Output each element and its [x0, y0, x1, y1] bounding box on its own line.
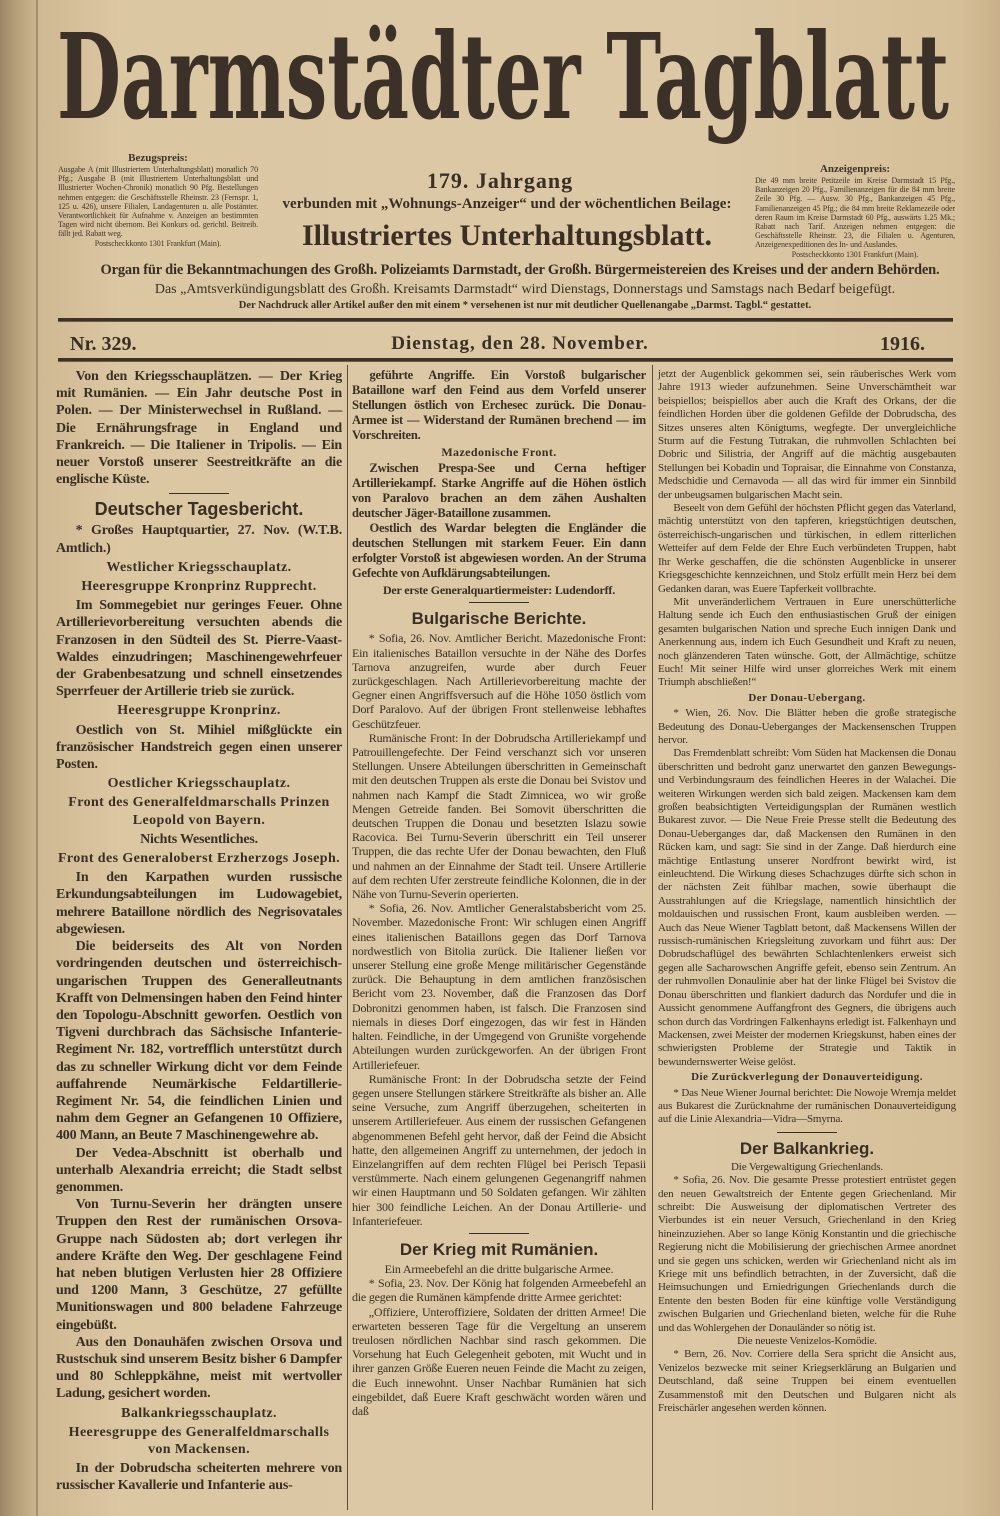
section-subheading: Die Vergewaltigung Griechenlands. [731, 1160, 883, 1173]
subscription-account: Postscheckkonto 1301 Frankfurt (Main). [94, 238, 222, 248]
section-subheading: Heeresgruppe des Generalfeldmarschalls von Mackensen. [68, 1424, 330, 1457]
section-subheading: Westlicher Kriegsschauplatz. [106, 559, 292, 575]
article-paragraph: Die beiderseits des Alt von Norden vordringenden deutschen und österreichisch-ungarischen Truppen des Generalleutnants Krafft von Delmensingen haben den Feind hinter den Topologu-Abschnitt geworfen. Oestlich von Tigveni durchbrach das Sächsische Infanterie-Regiment Nr. 182, vortrefflich unterstützt durch das zu schneller Wirkung dicht vor dem Feinde auffahrende Neumärkische Feldartillerie-Regiment Nr. 54, die feindlichen Linien und nahm dem Gegner an Gefangenen 10 Offiziere, 400 Mann, an Beute 7 Maschinengewehre ab. [56, 939, 342, 1144]
article-separator [169, 493, 229, 494]
article-paragraph: In den Karpathen wurden russische Erkundungsabteilungen im Ludowagebiet, mehrere Bataillone nördlich des Negrisovatales abgewiesen. [56, 870, 342, 937]
section-subheading: Der Donau-Uebergang. [748, 691, 866, 704]
article-paragraph: * Sofia, 26. Nov. Amtlicher Generalstabsbericht vom 25. November. Mazedonische Front: Wir schlugen einen Angriff eines italienischen Bataillons gegen das Dorf Tarnova nordwestlich von Bitolia zurück. Die Italiener ließen vor unserer Stellung eine große Menge militärischer Gegenstände zurück. Die Behauptung in dem amtlichen französischen Bericht vom 23. November, daß die Franzosen das Dorf Dobronitzi genommen haben, ist falsch. Die Franzosen sind niemals in dieses Dorf eingezogen, das wir fest in Händen halten. Feindliche, in der Umgegend von Grunište vorgehende Abteilungen wurden zurückgeworfen. An der übrigen Front Artilleriefeuer. [352, 901, 646, 1072]
reprint-notice: Der Nachdruck aller Artikel außer den mit einem * versehenen ist nur mit deutlicher Quellenangabe „Darmst. Tagbl.“ gestattet. [238, 300, 812, 311]
article-paragraph: * Großes Hauptquartier, 27. Nov. (W.T.B. Amtlich.) [56, 523, 342, 556]
masthead-title [55, 10, 955, 150]
article-paragraph: * Sofia, 26. Nov. Die gesamte Presse protestiert entrüstet gegen den neuen Gewaltstreich der Entente gegen Griechenland. Mir schreibt: Die Ausweisung der diplomatischen Vertreter des Vierbundes ist ein neuer Versuch, Griechenland in den Krieg hineinzuziehen. Aber so lange König Konstantin und die griechische Regierung nicht die Mobilisierung der griechischen Armee anordnet und sie gegen uns schicken, werden wir Griechenland nicht als im Kriege mit uns befindlich betrachten, in der Zuversicht, daß die Heimsuchungen und Erniedrigungen Griechenlands durch die Entente den besten Boden für eine künftige volle Verständigung zwischen Bulgarien und Griechenland bieten, welche für die Ruhe und das Wohlergehen der Donauländer so nötig ist. [658, 1174, 956, 1334]
ad-price-text: Die 49 mm breite Petitzeile im Kreise Darmstadt 15 Pfg., Bankanzeigen 20 Pfg., Familienanzeigen für die 84 mm breite Zeile 30 Pfg. — Ausw. 30 Pfg., Bankanzeigen 45 Pfg., Familienanzeigen 45 Pfg.; die 84 mm breite Reklamezeile oder deren Raum im Kreise Darmstadt 60 Pfg., auswärts 1.25 Mk.; Rabatt nach Tarif. Anzeigen nehmen entgegen: die Geschäftsstelle Rheinstr. 23, die Filialen u. Agenturen, Anzeigenexpeditionen des In- und Auslandes. [755, 176, 955, 250]
organ-line: Organ für die Bekanntmachungen des Großh. Polizeiamts Darmstadt, der Großh. Bürgermeistereien des Kreises und der andern Behörden. [100, 262, 940, 278]
official-gazette-line: Das „Amtsverkündigungsblatt des Großh. Kreisamts Darmstadt“ wird Dienstags, Donnerstags und Samstags nach Bedarf beigefügt. [154, 282, 896, 297]
subscription-price-heading: Bezugspreis: [128, 152, 188, 164]
column-3 [658, 368, 956, 1415]
section-subheading: Nichts Wesentliches. [140, 831, 258, 847]
article-paragraph: Oestlich des Wardar belegten die Engländer die deutschen Stellungen mit starkem Feuer. Ein dann erfolgter Vorstoß ist abgewiesen worden. An der Struma Gefechte von Aufklärungsabteilungen. [352, 521, 646, 581]
subscription-price-box [58, 152, 258, 248]
header-rule-top [58, 318, 953, 322]
article-paragraph: Im Sommegebiet nur geringes Feuer. Ohne Artillerievorbereitung versuchten abends die Franzosen in den Südteil des St. Pierre-Vaast-Waldes einzudringen; Maschinengewehrfeuer der Grabenbesatzung und schnell einsetzendes Sperrfeuer der Artillerie trieb sie zurück. [56, 598, 342, 700]
supplement-line: verbunden mit „Wohnungs-Anzeiger“ und der wöchentlichen Beilage: [282, 196, 732, 212]
section-subheading: Front des Generaloberst Erzherzogs Joseph. [57, 851, 341, 867]
ad-price-heading: Anzeigenpreis: [819, 163, 891, 175]
article-separator [777, 1132, 837, 1133]
article-separator [469, 602, 529, 603]
article-headline: Deutscher Tagesbericht. [94, 499, 304, 520]
section-subheading: Mazedonische Front. [441, 445, 557, 459]
subscription-price-text: Ausgabe A (mit Illustriertem Unterhaltungsblatt) monatlich 70 Pfg.; Ausgabe B (mit Illustriertem Unterhaltungsblatt und Illustrierter Wochen-Chronik) monatlich 90 Pfg. Bestellungen nehmen entgegen: die Geschäftsstelle Rheinstr. 23 (Fernspr. 1, 125 u. 426), unsere Filialen, Landagenturen u. alle Postämter. Verantwortlichkeit für Aufnahme v. Anzeigen an bestimmten Tagen wird nicht übernom. Bei Konkurs od. gerichtl. Beitreib. fällt jed. Rabatt weg. [58, 165, 258, 239]
article-paragraph: Der Vedea-Abschnitt ist oberhalb und unterhalb Alexandria erreicht; die Stadt selbst genommen. [56, 1145, 342, 1195]
signature: Der erste Generalquartiermeister: Ludendorff. [382, 583, 616, 598]
article-headline: Der Balkankrieg. [739, 1138, 875, 1158]
issue-date: Dienstag, den 28. November. [391, 333, 649, 354]
column-2 [352, 368, 646, 1418]
section-subheading: Heeresgruppe Kronprinz. [117, 703, 281, 719]
section-subheading: Die neueste Venizelos-Komödie. [737, 1335, 877, 1348]
issue-year: 1916. [880, 333, 925, 355]
section-subheading: Ein Armeebefehl an die dritte bulgarische Armee. [384, 1261, 614, 1276]
ad-account: Postscheckkonto 1301 Frankfurt (Main). [791, 249, 919, 259]
article-paragraph: Das Fremdenblatt schreibt: Vom Süden hat Mackensen die Donau überschritten und bedroht ganz unerwartet den ganzen Bewegungs- und Verbindungsraum des feindlichen Heeres in der Walachei. Die weiteren Wirkungen werden sich bald zeigen. Mackensen kam dem großen beabsichtigten Verteidigungsplan der Rumänen westlich Bukarest zuvor. — Die Neue Freie Presse stellt die Bedeutung des Donau-Ueberganges dar, daß Mackensen den Rumänen in den Rücken kam, und sagt: Sie sind in der Zange. Daß hierdurch eine mächtige Entlastung unserer Nordfront bewirkt wird, ist einleuchtend. Die Wirkung dieses Schachzuges dürfte sich schon in der nächsten Zeit fühlbar machen, sowie überhaupt die Ausstrahlungen auf die Kriegslage, namentlich hinsichtlich der moldauischen und russischen Front, kaum ausbleiben werden. — Auch das Neue Wiener Tagblatt betont, daß Mackensens Willen der russisch-rumänischen Kriegsleitung zuvorkam und führt aus: Der Dobrudschaflügel des bewährten Schlachtenlenkers erweist sich gegen alle Sacharowschen Angriffe gefeit, ebenso sein Zentrum. An der ruhmvollen Donaulinie aber hat der linke Flügel bei Svistov die Donau überschritten und flankiert dadurch das Nordufer und die in Aussicht genommene Auffangfront des Gegners, die übrigens auch schon durch das Vordringen Falkenhayns erledigt ist. Falkenhayn und Mackensen, zwei Meister der modernen Kriegskunst, haben eines der schwierigsten Probleme der Strategie und Taktik in bewundernswerter Weise gelöst. [658, 747, 956, 1068]
article-paragraph: * Wien, 26. Nov. Die Blätter heben die große strategische Bedeutung des Donau-Ueberganges der Mackensenschen Truppen hervor. [658, 707, 956, 746]
article-paragraph: * Sofia, 23. Nov. Der König hat folgenden Armeebefehl an die gegen die Rumänen kämpfende dritte Armee gerichtet: [352, 1276, 646, 1305]
article-paragraph: * Sofia, 26. Nov. Amtlicher Bericht. Mazedonische Front: Ein italienisches Bataillon versuchte in der Nähe des Dorfes Tarnova anzugreifen, wurde aber durch Feuer zurückgeschlagen. Nach Artillerievorbereitung machte der Gegner einen Angriffsversuch auf die Höhe 1050 östlich vom Dorf Paralovo. Auf der übrigen Front stellenweise lebhaftes Geschützfeuer. [352, 631, 646, 731]
article-paragraph: jetzt der Augenblick gekommen sei, sein räuberisches Werk vom Jahre 1913 wieder aufzunehmen. Seine Unverschämtheit war beispiellos; beispiellos aber auch die Kraft des Orkans, der die feindlichen Horden über die goldenen Gefilde der Dobrudscha, des Sitzes unseres alten Königtums, wegfegte. Der unvergleichliche Sturm auf die Festung Tutrakan, die ruhmvollen Schlachten bei Dobric und Silistria, der Angriff auf die mächtig ausgebauten Stellungen bei Kobadin und Topraisar, die Einnahme von Constanza, Medschidie und Cernavoda — all das wird für immer ein Sinnbild der unbeugsamen bulgarischen Macht sein. [658, 368, 956, 501]
column-1 [56, 368, 342, 1495]
masthead-title-text: Darmstädter Tagblatt [57, 10, 949, 146]
page-binding-edge [36, 0, 38, 1516]
volume-number: 179. Jahrgang [426, 168, 574, 193]
article-paragraph: Von den Kriegsschauplätzen. — Der Krieg mit Rumänien. — Ein Jahr deutsche Post in Polen. — Der Ministerwechsel in Rußland. — Die Ernährungsfrage in England und Frankreich. — Die Italiener in Tripolis. — Ein neuer Vorstoß unserer Seestreitkräfte an die englische Küste. [56, 369, 342, 488]
issue-number: Nr. 329. [70, 333, 137, 355]
ad-price-box [755, 163, 955, 259]
column-divider [347, 365, 348, 1510]
section-subheading: Front des Generalfeldmarschalls Prinzen Leopold von Bayern. [68, 795, 330, 828]
article-headline: Bulgarische Berichte. [411, 609, 587, 629]
article-paragraph: Aus den Donauhäfen zwischen Orsova und Rustschuk sind unserem Besitz bisher 6 Dampfer und 80 Schleppkähne, meist mit wertvoller Ladung, gesichert worden. [56, 1334, 342, 1402]
section-subheading: Balkankriegsschauplatz. [121, 1405, 277, 1421]
column-divider [652, 365, 653, 1510]
article-paragraph: Rumänische Front: In der Dobrudscha setzte der Feind gegen unsere Stellungen stärkere Streitkräfte als bisher an. Alle seine Versuche, zum Angriff überzugehen, scheiterten in unserem Artilleriefeuer. Aus einem der russischen Gefangenen abgenommenen Befehl geht hervor, daß der Feind die Absicht hatte, den allgemeinen Angriff zu unternehmen, der jedoch in Einzelangriffen auf dem rechten Flügel bei Perisch Tepasii verstümmerte. Nach einem gelungenen Gegenangriff nahmen wir einen Hauptmann und 50 Soldaten gefangen. Wir zählten hier 300 feindliche Leichen. An der Donau Artillerie- und Infanteriefeuer. [352, 1071, 646, 1228]
article-paragraph: Beseelt von dem Gefühl der höchsten Pflicht gegen das Vaterland, mächtig unterstützt von den tapferen, kriegstüchtigen deutschen, österreichisch-ungarischen und türkischen, in edlem ritterlichen Wetteifer auf dem Felde der Ehre Euch verbündeten Truppen, habt Ihr Werke geschaffen, die die schönsten Augenblicke in unserer Kriegsgeschichte kennzeichnen, und Stolz erfüllt mein Herz bei dem Gedanken daran, was Euere Tapferkeit vollbrachte. [658, 502, 956, 595]
header-rule-bottom [58, 358, 953, 362]
article-paragraph: * Bern, 26. Nov. Corriere della Sera spricht die Ansicht aus, Venizelos bezwecke mit seiner Kriegserklärung an Bulgarien und Deutschland, daß seine Truppen bei einem eventuellen Zusammenstoß mit den Deutschen und Bulgaren nicht als Freischärler angesehen werden können. [658, 1348, 956, 1415]
article-paragraph: In der Dobrudscha scheiterten mehrere von russischer Kavallerie und Infanterie aus- [56, 1461, 342, 1494]
article-paragraph: * Das Neue Wiener Journal berichtet: Die Nowoje Wremja meldet aus Bukarest die Zurücknahme der rumänischen Donauverteidigung auf die Linie Alexandria—Vidra—Smyrna. [658, 1086, 956, 1126]
section-subheading: Die Zurückverlegung der Donauverteidigung. [691, 1071, 923, 1084]
article-paragraph: Zwischen Prespa-See und Cerna heftiger Artilleriekampf. Starke Angriffe auf die Höhen östlich von Paralovo brachen an dem zähen Aushalten deutscher Jäger-Bataillone zusammen. [352, 461, 646, 521]
article-separator [469, 1233, 529, 1234]
article-paragraph: Oestlich von St. Mihiel mißglückte ein französischer Handstreich gegen einen unserer Posten. [56, 722, 342, 773]
section-subheading: Oestlicher Kriegsschauplatz. [107, 776, 291, 792]
article-paragraph: geführte Angriffe. Ein Vorstoß bulgarischer Bataillone warf den Feind aus dem Vorfeld unserer Stellungen östlich von Erchesec zurück. Die Donau-Armee ist — Widerstand der Rumänen brechend — im Vorschreiten. [352, 368, 646, 442]
article-headline: Der Krieg mit Rumänien. [399, 1239, 599, 1259]
supplement-title: Illustriertes Unterhaltungsblatt. [302, 219, 712, 252]
section-subheading: Heeresgruppe Kronprinz Rupprecht. [81, 579, 317, 595]
article-paragraph: „Offiziere, Unteroffiziere, Soldaten der dritten Armee! Die erwarteten besseren Tage für die Vergeltung an unserem treulosen nördlichen Nachbar sind rasch gekommen. Die Vorsehung hat Euch Gelegenheit geboten, mit Wucht und in ihrer ganzen Größe Eueren neuen Feinde die Macht zu zeigen, die Euch innewohnt. Unser Nachbar Rumänien hat sich eingebildet, daß Euere Kraft geschwächt worden wären und daß [352, 1304, 646, 1418]
article-paragraph: Rumänische Front: In der Dobrudscha Artilleriekampf und Patrouillengefechte. Der Feind verschanzt sich vor unseren Stellungen. Unsere Abteilungen überschritten in Gemeinschaft mit den deutschen Truppen als erste die Donau bei Svistov und nahmen nach Kampf die Stadt Zimnicea, wo wir große Mengen Getreide fanden. Bei Somovit überschritten die deutschen Truppen die Donau und besetzten Islazu sowie Racovica. Bei Turnu-Severin überschritt ein Teil unserer Truppen, die das rechte Ufer der Donau bewachten, den Fluß und nahmen an der Einnahme der Stadt teil. Unsere Artillerie auf dem rechten Ufer zerstreute feindliche Kolonnen, die in der Nähe von Turnu-Severin operierten. [352, 730, 646, 902]
article-paragraph: Von Turnu-Severin her drängten unsere Truppen den Rest der rumänischen Orsova-Gruppe nach Südosten ab; dort verlegen ihr andere Kräfte den Weg. Der geschlagene Feind hat neben blutigen Verlusten hier 28 Offiziere und 1200 Mann, 3 Geschütze, 27 gefüllte Munitionswagen und 800 beladene Fahrzeuge eingebüßt. [56, 1197, 342, 1333]
article-paragraph: Mit unveränderlichem Vertrauen in Eure unerschütterliche Haltung sende ich Euch den enthusiastischen Gruß der einigen gesamten bulgarischen Nation und spreche Euch innigen Dank und Anerkennung aus, indem ich Euch Gesundheit und Kraft zu neuen, noch glänzenderen Taten wünsche. Gott, der Allmächtige, schütze Euch! Mit seiner Hilfe wird unser glorreiches Werk mit einem Triumph abschließen!“ [658, 595, 956, 689]
